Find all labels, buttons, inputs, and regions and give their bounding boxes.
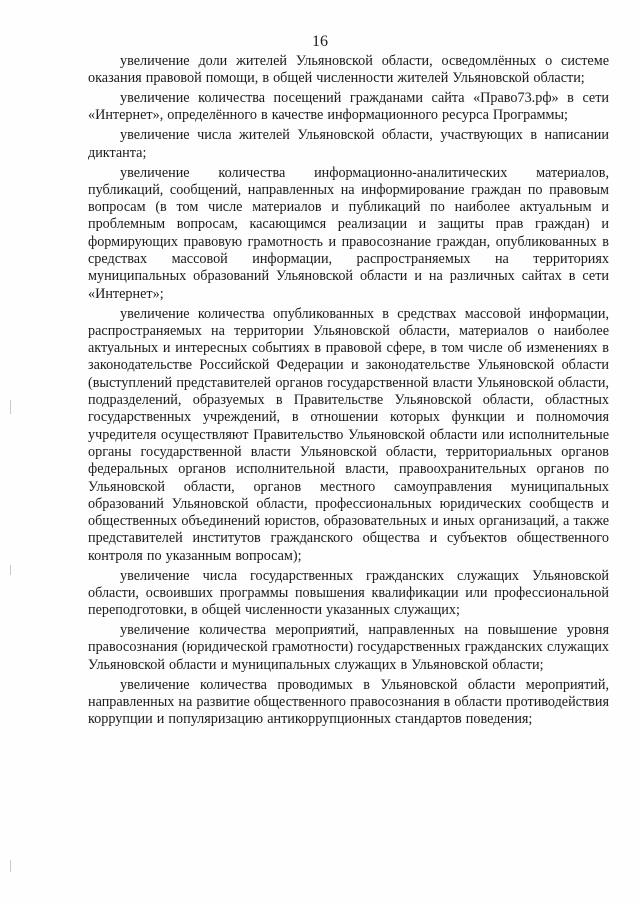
paragraph: увеличение числа жителей Ульяновской области, участвующих в написании диктанта; — [88, 127, 609, 161]
paragraph: увеличение числа государственных гражданских служащих Ульяновской области, освоивших программы повышения квалификации или профессиональной переподготовки, в общей численности указанных служащих; — [88, 567, 609, 619]
paragraph: увеличение количества опубликованных в средствах массовой информации, распространяемых на территории Ульяновской области, материалов о наиболее актуальных и интересных событиях в правовой сфере, в том числе об изменениях в законодательстве Российской Федерации и законодательстве Ульяновской области (выступлений представителей органов государственной власти Ульяновской области, подразделений, образуемых в Правительстве Ульяновской области, областных государственных учреждений, в отношении которых функции и полномочия учредителя осуществляют Правительство Ульяновской области или исполнительные органы государственной власти Ульяновской области, территориальных органов федеральных органов исполнительной власти, правоохранительных органов по Ульяновской области, органов местного самоуправления муниципальных образований Ульяновской области, профессиональных юридических сообществ и общественных объединений юристов, образовательных и иных организаций, а также представителей институтов гражданского общества и субъектов общественного контроля по указанным вопросам); — [88, 305, 609, 564]
scan-artifact — [10, 860, 11, 872]
paragraph: увеличение количества посещений гражданами сайта «Право73.рф» в сети «Интернет», определённого в качестве информационного ресурса Программы; — [88, 90, 609, 124]
paragraph: увеличение количества мероприятий, направленных на повышение уровня правосознания (юридической грамотности) государственных гражданских служащих Ульяновской области и муниципальных служащих в Ульяновской области; — [88, 622, 609, 673]
page-number: 16 — [312, 33, 328, 50]
document-body — [88, 53, 609, 731]
paragraph: увеличение количества информационно-аналитических материалов, публикаций, сообщений, направленных на информирование граждан по правовым вопросам (в том числе материалов и публикаций по наиболее актуальным и проблемным вопросам, касающимся реализации и защиты прав граждан) и формирующих правовую грамотность и правосознание граждан, опубликованных в средствах массовой информации, распространяемых на территориях муниципальных образований Ульяновской области и на различных сайтах в сети «Интернет»; — [88, 164, 609, 302]
scan-artifact — [10, 400, 11, 414]
paragraph: увеличение количества проводимых в Ульяновской области мероприятий, направленных на развитие общественного правосознания в области противодействия коррупции и популяризацию антикоррупционных стандартов поведения; — [88, 676, 609, 728]
paragraph: увеличение доли жителей Ульяновской области, осведомлённых о системе оказания правовой помощи, в общей численности жителей Ульяновской области; — [88, 53, 609, 87]
scan-artifact — [10, 565, 11, 575]
